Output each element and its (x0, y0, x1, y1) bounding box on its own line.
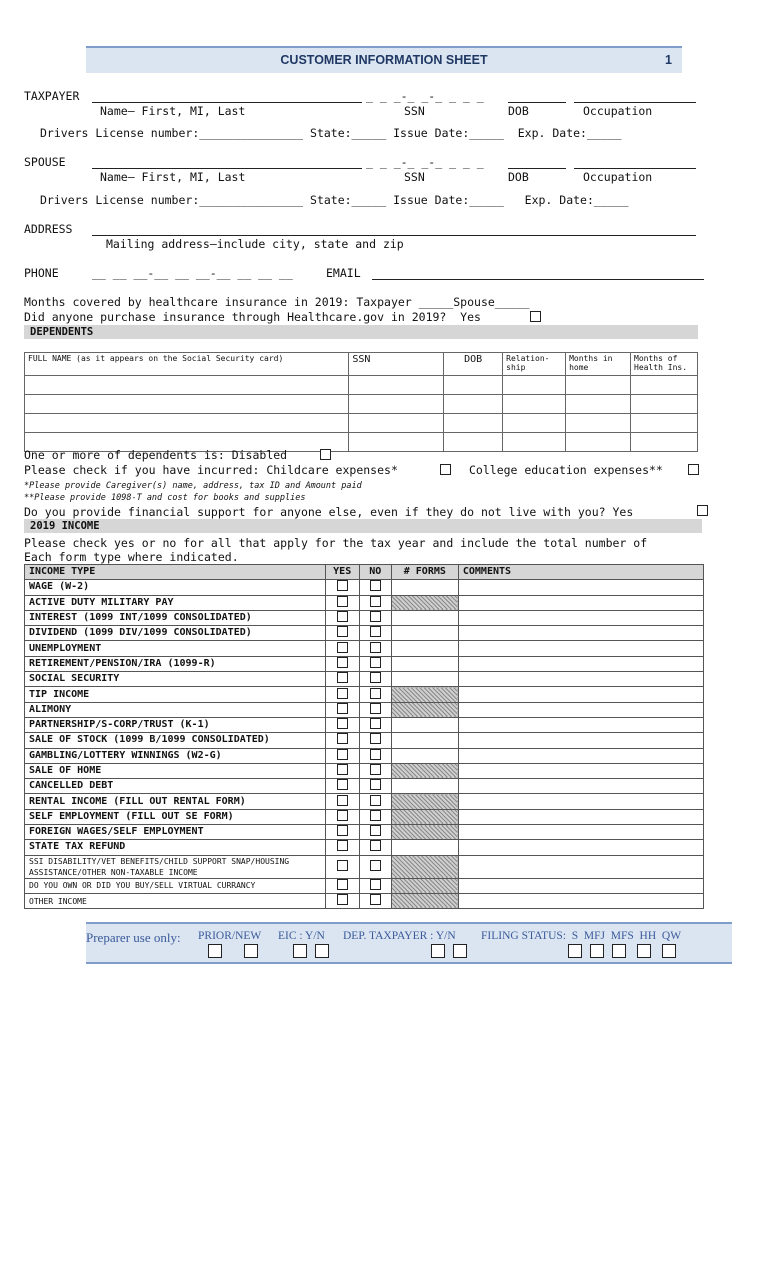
income-yes-cell (325, 855, 359, 878)
filing-hh-checkbox[interactable] (637, 944, 651, 958)
spouse-license-line[interactable]: Drivers License number:_______________ State:_____ Issue Date:_____ Exp. Date:_____ (40, 193, 629, 207)
eic-n-checkbox[interactable] (315, 944, 329, 958)
income-forms-cell[interactable] (391, 610, 458, 625)
income-row (25, 626, 704, 641)
income-forms-cell (391, 794, 458, 809)
income-no-checkbox[interactable] (370, 703, 381, 714)
income-comments-cell[interactable] (458, 855, 703, 878)
taxpayer-dob-field[interactable] (508, 102, 566, 103)
income-no-checkbox[interactable] (370, 825, 381, 836)
spouse-occupation-field[interactable] (574, 168, 696, 169)
spouse-label: SPOUSE (24, 155, 66, 169)
income-forms-cell (391, 702, 458, 717)
income-no-cell (359, 656, 391, 671)
income-row (25, 656, 704, 671)
table-row[interactable] (25, 395, 698, 414)
income-type-label: SALE OF HOME (25, 763, 326, 778)
eic-y-checkbox[interactable] (293, 944, 307, 958)
income-comments-cell[interactable] (458, 702, 703, 717)
taxpayer-license-line[interactable]: Drivers License number:_______________ State:_____ Issue Date:_____ Exp. Date:_____ (40, 126, 622, 140)
income-row (25, 779, 704, 794)
income-yes-checkbox[interactable] (337, 795, 348, 806)
income-forms-cell (391, 878, 458, 893)
income-type-label: ACTIVE DUTY MILITARY PAY (25, 595, 326, 610)
income-type-label: UNEMPLOYMENT (25, 641, 326, 656)
income-no-cell (359, 779, 391, 794)
insurance-purchase-line: Did anyone purchase insurance through Healthcare.gov in 2019? Yes (24, 310, 481, 324)
taxpayer-occupation-field[interactable] (574, 102, 696, 103)
address-caption: Mailing address—include city, state and zip (106, 237, 404, 251)
income-yes-checkbox[interactable] (337, 672, 348, 683)
filing-status-label: FILING STATUS: S MFJ MFS HH QW (481, 930, 682, 942)
income-comments-cell[interactable] (458, 733, 703, 748)
table-row[interactable] (25, 376, 698, 395)
income-row (25, 794, 704, 809)
spouse-name-caption: Name— First, MI, Last (100, 170, 246, 184)
income-forms-cell (391, 825, 458, 840)
income-comments-cell[interactable] (458, 748, 703, 763)
income-yes-cell (325, 702, 359, 717)
income-row (25, 641, 704, 656)
income-no-cell (359, 641, 391, 656)
income-type-label: DIVIDEND (1099 DIV/1099 CONSOLIDATED) (25, 626, 326, 641)
eic-label: EIC : Y/N (278, 930, 325, 942)
income-yes-cell (325, 763, 359, 778)
income-type-label: TIP INCOME (25, 687, 326, 702)
income-row (25, 610, 704, 625)
address-field[interactable] (92, 235, 696, 236)
page-number: 1 (665, 53, 672, 67)
income-yes-checkbox[interactable] (337, 657, 348, 668)
income-yes-cell (325, 779, 359, 794)
income-type-label: SSI DISABILITY/VET BENEFITS/CHILD SUPPORT SNAP/HOUSING ASSISTANCE/OTHER NON-TAXABLE INCOME (25, 855, 326, 878)
income-row (25, 748, 704, 763)
dependents-table (24, 352, 698, 452)
income-row (25, 595, 704, 610)
income-no-cell (359, 825, 391, 840)
email-field[interactable] (372, 279, 704, 280)
incurred-line: Please check if you have incurred: Childcare expenses* (24, 463, 398, 477)
income-yes-cell (325, 626, 359, 641)
address-label: ADDRESS (24, 222, 73, 236)
income-type-label: INTEREST (1099 INT/1099 CONSOLIDATED) (25, 610, 326, 625)
income-col-yes: YES (325, 565, 359, 580)
income-forms-cell[interactable] (391, 580, 458, 595)
income-no-cell (359, 733, 391, 748)
income-forms-cell[interactable] (391, 733, 458, 748)
income-forms-cell (391, 855, 458, 878)
income-forms-cell[interactable] (391, 626, 458, 641)
filing-mfs-checkbox[interactable] (612, 944, 626, 958)
income-yes-cell (325, 748, 359, 763)
income-comments-cell[interactable] (458, 610, 703, 625)
income-no-checkbox[interactable] (370, 657, 381, 668)
income-yes-checkbox[interactable] (337, 718, 348, 729)
income-yes-cell (325, 840, 359, 855)
disabled-line: One or more of dependents is: Disabled (24, 448, 288, 462)
income-no-checkbox[interactable] (370, 688, 381, 699)
income-comments-cell[interactable] (458, 656, 703, 671)
income-no-cell (359, 702, 391, 717)
income-row (25, 763, 704, 778)
income-forms-cell[interactable] (391, 717, 458, 732)
income-yes-cell (325, 809, 359, 824)
income-no-cell (359, 878, 391, 893)
income-no-cell (359, 687, 391, 702)
income-no-cell (359, 610, 391, 625)
income-no-cell (359, 840, 391, 855)
income-no-checkbox[interactable] (370, 596, 381, 607)
income-forms-cell[interactable] (391, 672, 458, 687)
income-yes-checkbox[interactable] (337, 764, 348, 775)
income-instructions-2: Each form type where indicated. (24, 550, 239, 564)
income-comments-cell[interactable] (458, 893, 703, 908)
income-forms-cell[interactable] (391, 641, 458, 656)
income-forms-cell (391, 893, 458, 908)
support-line: Do you provide financial support for anyone else, even if they do not live with you? Yes (24, 505, 634, 519)
dep-col-relationship: Relation-ship (503, 353, 566, 376)
income-type-label: SELF EMPLOYMENT (FILL OUT SE FORM) (25, 809, 326, 824)
income-table (24, 564, 704, 909)
income-yes-checkbox[interactable] (337, 894, 348, 905)
income-col-forms: # FORMS (391, 565, 458, 580)
income-no-cell (359, 893, 391, 908)
income-comments-cell[interactable] (458, 580, 703, 595)
income-comments-cell[interactable] (458, 672, 703, 687)
income-comments-cell[interactable] (458, 794, 703, 809)
income-type-label: SOCIAL SECURITY (25, 672, 326, 687)
dep-col-months-home: Months in home (566, 353, 631, 376)
income-col-no: NO (359, 565, 391, 580)
income-yes-checkbox[interactable] (337, 688, 348, 699)
income-no-checkbox[interactable] (370, 733, 381, 744)
income-type-label: RETIREMENT/PENSION/IRA (1099-R) (25, 656, 326, 671)
taxpayer-name-caption: Name— First, MI, Last (100, 104, 246, 118)
dep-taxpayer-n-checkbox[interactable] (453, 944, 467, 958)
income-row (25, 687, 704, 702)
income-no-checkbox[interactable] (370, 626, 381, 637)
income-yes-cell (325, 580, 359, 595)
income-type-label: OTHER INCOME (25, 893, 326, 908)
filing-mfj-checkbox[interactable] (590, 944, 604, 958)
taxpayer-ssn-caption: SSN (404, 104, 425, 118)
income-forms-cell (391, 763, 458, 778)
income-no-cell (359, 809, 391, 824)
income-no-checkbox[interactable] (370, 795, 381, 806)
income-yes-cell (325, 733, 359, 748)
income-no-cell (359, 580, 391, 595)
income-no-checkbox[interactable] (370, 894, 381, 905)
income-forms-cell[interactable] (391, 656, 458, 671)
income-row (25, 717, 704, 732)
income-no-cell (359, 794, 391, 809)
email-label: EMAIL (326, 266, 361, 280)
income-no-checkbox[interactable] (370, 879, 381, 890)
childcare-checkbox[interactable] (440, 464, 451, 475)
income-row (25, 893, 704, 908)
income-no-checkbox[interactable] (370, 672, 381, 683)
prior-checkbox[interactable] (208, 944, 222, 958)
income-no-checkbox[interactable] (370, 749, 381, 760)
taxpayer-dob-caption: DOB (508, 104, 529, 118)
income-yes-checkbox[interactable] (337, 611, 348, 622)
income-yes-checkbox[interactable] (337, 626, 348, 637)
preparer-label: Preparer use only: (86, 930, 181, 945)
income-row (25, 855, 704, 878)
income-row (25, 733, 704, 748)
income-yes-cell (325, 672, 359, 687)
income-yes-cell (325, 794, 359, 809)
income-forms-cell (391, 595, 458, 610)
dep-taxpayer-label: DEP. TAXPAYER : Y/N (343, 930, 456, 942)
income-yes-checkbox[interactable] (337, 749, 348, 760)
income-type-label: PARTNERSHIP/S-CORP/TRUST (K-1) (25, 717, 326, 732)
dep-col-dob: DOB (444, 353, 503, 376)
disabled-checkbox[interactable] (320, 449, 331, 460)
income-row (25, 825, 704, 840)
income-comments-cell[interactable] (458, 626, 703, 641)
income-row (25, 840, 704, 855)
preparer-footer (86, 922, 732, 964)
new-checkbox[interactable] (244, 944, 258, 958)
page-title: CUSTOMER INFORMATION SHEET (280, 53, 488, 67)
spouse-name-field[interactable] (92, 168, 362, 169)
income-yes-checkbox[interactable] (337, 733, 348, 744)
income-yes-checkbox[interactable] (337, 703, 348, 714)
taxpayer-name-field[interactable] (92, 102, 362, 103)
income-no-checkbox[interactable] (370, 611, 381, 622)
income-yes-checkbox[interactable] (337, 580, 348, 591)
income-comments-cell[interactable] (458, 641, 703, 656)
income-yes-checkbox[interactable] (337, 825, 348, 836)
income-col-comments: COMMENTS (458, 565, 703, 580)
table-row[interactable] (25, 414, 698, 433)
income-type-label: FOREIGN WAGES/SELF EMPLOYMENT (25, 825, 326, 840)
dep-col-months-ins: Months of Health Ins. (631, 353, 698, 376)
income-yes-cell (325, 641, 359, 656)
income-yes-checkbox[interactable] (337, 879, 348, 890)
income-yes-cell (325, 825, 359, 840)
income-band: 2019 INCOME (24, 519, 702, 533)
income-no-checkbox[interactable] (370, 840, 381, 851)
income-no-cell (359, 717, 391, 732)
taxpayer-label: TAXPAYER (24, 89, 80, 103)
income-forms-cell[interactable] (391, 748, 458, 763)
header-band (86, 46, 682, 73)
filing-qw-checkbox[interactable] (662, 944, 676, 958)
dep-col-ssn: SSN (349, 353, 444, 376)
income-no-cell (359, 595, 391, 610)
income-no-checkbox[interactable] (370, 580, 381, 591)
income-no-checkbox[interactable] (370, 764, 381, 775)
dep-taxpayer-y-checkbox[interactable] (431, 944, 445, 958)
income-yes-cell (325, 717, 359, 732)
income-yes-cell (325, 610, 359, 625)
income-yes-cell (325, 687, 359, 702)
income-header-row (25, 565, 704, 580)
income-comments-cell[interactable] (458, 809, 703, 824)
income-no-checkbox[interactable] (370, 718, 381, 729)
insurance-months-line[interactable]: Months covered by healthcare insurance in 2019: Taxpayer _____Spouse_____ (24, 295, 530, 309)
support-checkbox[interactable] (697, 505, 708, 516)
spouse-ssn-field[interactable]: _ _ _-_ _-_ _ _ _ (366, 155, 484, 169)
income-yes-checkbox[interactable] (337, 642, 348, 653)
income-yes-cell (325, 595, 359, 610)
prior-new-label: PRIOR/NEW (198, 930, 262, 942)
filing-s-checkbox[interactable] (568, 944, 582, 958)
income-type-label: RENTAL INCOME (FILL OUT RENTAL FORM) (25, 794, 326, 809)
income-yes-checkbox[interactable] (337, 596, 348, 607)
income-yes-checkbox[interactable] (337, 779, 348, 790)
college-checkbox[interactable] (688, 464, 699, 475)
income-forms-cell (391, 687, 458, 702)
income-no-cell (359, 748, 391, 763)
income-row (25, 878, 704, 893)
income-no-checkbox[interactable] (370, 810, 381, 821)
income-row (25, 580, 704, 595)
income-row (25, 702, 704, 717)
income-col-type: INCOME TYPE (25, 565, 326, 580)
income-comments-cell[interactable] (458, 825, 703, 840)
phone-field[interactable]: __ __ __-__ __ __-__ __ __ __ (92, 266, 293, 280)
taxpayer-occupation-caption: Occupation (583, 104, 653, 118)
income-comments-cell[interactable] (458, 878, 703, 893)
income-no-cell (359, 855, 391, 878)
income-comments-cell[interactable] (458, 595, 703, 610)
income-yes-checkbox[interactable] (337, 860, 348, 871)
spouse-occupation-caption: Occupation (583, 170, 653, 184)
spouse-dob-caption: DOB (508, 170, 529, 184)
income-yes-cell (325, 656, 359, 671)
income-no-cell (359, 763, 391, 778)
note-1098t: **Please provide 1098-T and cost for books and supplies (24, 493, 306, 503)
income-forms-cell[interactable] (391, 779, 458, 794)
income-instructions-1: Please check yes or no for all that apply for the tax year and include the total number of (24, 536, 648, 550)
income-type-label: CANCELLED DEBT (25, 779, 326, 794)
income-type-label: STATE TAX REFUND (25, 840, 326, 855)
college-label: College education expenses** (469, 463, 663, 477)
income-no-cell (359, 626, 391, 641)
phone-label: PHONE (24, 266, 59, 280)
income-comments-cell[interactable] (458, 779, 703, 794)
income-row (25, 672, 704, 687)
taxpayer-ssn-field[interactable]: _ _ _-_ _-_ _ _ _ (366, 89, 484, 103)
income-no-checkbox[interactable] (370, 860, 381, 871)
income-comments-cell[interactable] (458, 717, 703, 732)
spouse-ssn-caption: SSN (404, 170, 425, 184)
income-type-label: DO YOU OWN OR DID YOU BUY/SELL VIRTUAL CURRANCY (25, 878, 326, 893)
income-no-checkbox[interactable] (370, 642, 381, 653)
income-no-checkbox[interactable] (370, 779, 381, 790)
note-caregiver: *Please provide Caregiver(s) name, address, tax ID and Amount paid (24, 481, 362, 491)
income-type-label: WAGE (W-2) (25, 580, 326, 595)
income-type-label: SALE OF STOCK (1099 B/1099 CONSOLIDATED) (25, 733, 326, 748)
dependents-band: DEPENDENTS (24, 325, 698, 339)
income-yes-cell (325, 893, 359, 908)
income-forms-cell[interactable] (391, 840, 458, 855)
income-comments-cell[interactable] (458, 687, 703, 702)
income-yes-checkbox[interactable] (337, 810, 348, 821)
income-no-cell (359, 672, 391, 687)
spouse-dob-field[interactable] (508, 168, 566, 169)
income-row (25, 809, 704, 824)
income-comments-cell[interactable] (458, 763, 703, 778)
income-yes-cell (325, 878, 359, 893)
income-forms-cell (391, 809, 458, 824)
income-type-label: ALIMONY (25, 702, 326, 717)
income-yes-checkbox[interactable] (337, 840, 348, 851)
income-type-label: GAMBLING/LOTTERY WINNINGS (W2-G) (25, 748, 326, 763)
insurance-yes-checkbox[interactable] (530, 311, 541, 322)
income-comments-cell[interactable] (458, 840, 703, 855)
dep-col-name: FULL NAME (as it appears on the Social Security card) (25, 353, 349, 376)
